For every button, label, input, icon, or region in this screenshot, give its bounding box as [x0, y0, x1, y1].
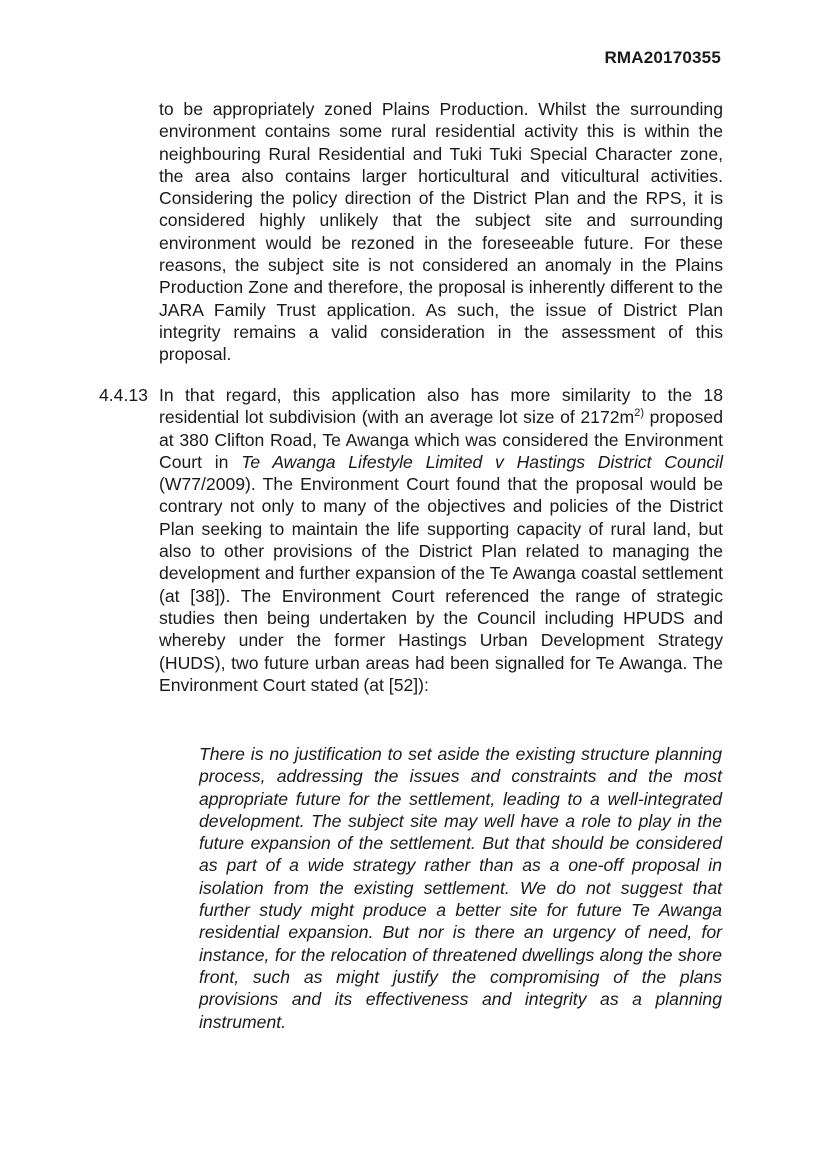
- section-4-4-13-paragraph: [159, 384, 723, 696]
- paragraph-continued: to be appropriately zoned Plains Production. Whilst the surrounding environment contains some rural residential activity this is within the neighbouring Rural Residential and Tuki Tuki Special Character zone, the area also contains larger horticultural and viticultural activities. Considering the policy direction of the District Plan and the RPS, it is considered highly unlikely that the subject site and surrounding environment would be rezoned in the foreseeable future. For these reasons, the subject site is not considered an anomaly in the Plains Production Zone and therefore, the proposal is inherently different to the JARA Family Trust application. As such, the issue of District Plan integrity remains a valid consideration in the assessment of this proposal.: [159, 99, 723, 365]
- section-text-part1: In that regard, this application also has more similarity to the 18 residential lot subdivision (with an average lot size of 2172m: [159, 385, 723, 428]
- section-text-part2: proposed at 380 Clifton Road, Te Awanga which was considered the Environment Court in: [159, 407, 723, 472]
- court-quote: There is no justification to set aside the existing structure planning process, addressing the issues and constraints and the most appropriate future for the settlement, leading to a well-integrated development. The subject site may well have a role to play in the future expansion of the settlement. But that should be considered as part of a wide strategy rather than as a one-off proposal in isolation from the existing settlement. We do not suggest that further study might produce a better site for future Te Awanga residential expansion. But nor is there an urgency of need, for instance, for the relocation of threatened dwellings along the shore front, such as might justify the compromising of the plans provisions and its effectiveness and integrity as a planning instrument.: [199, 744, 722, 1032]
- case-name: Te Awanga Lifestyle Limited v Hastings District Council: [241, 451, 723, 472]
- document-reference: RMA20170355: [604, 48, 721, 67]
- section-number: 4.4.13: [99, 385, 148, 405]
- section-text-part3: (W77/2009). The Environment Court found that the proposal would be contrary not only to many of the objectives and policies of the District Plan seeking to maintain the life supporting capacity of rural land, but also to other provisions of the District Plan related to managing the development and further expansion of the Te Awanga coastal settlement (at [38]). The Environment Court referenced the range of strategic studies then being undertaken by the Council including HPUDS and whereby under the former Hastings Urban Development Strategy (HUDS), two future urban areas had been signalled for Te Awanga. The Environment Court stated (at [52]):: [159, 474, 723, 695]
- superscript-unit: 2): [634, 407, 644, 420]
